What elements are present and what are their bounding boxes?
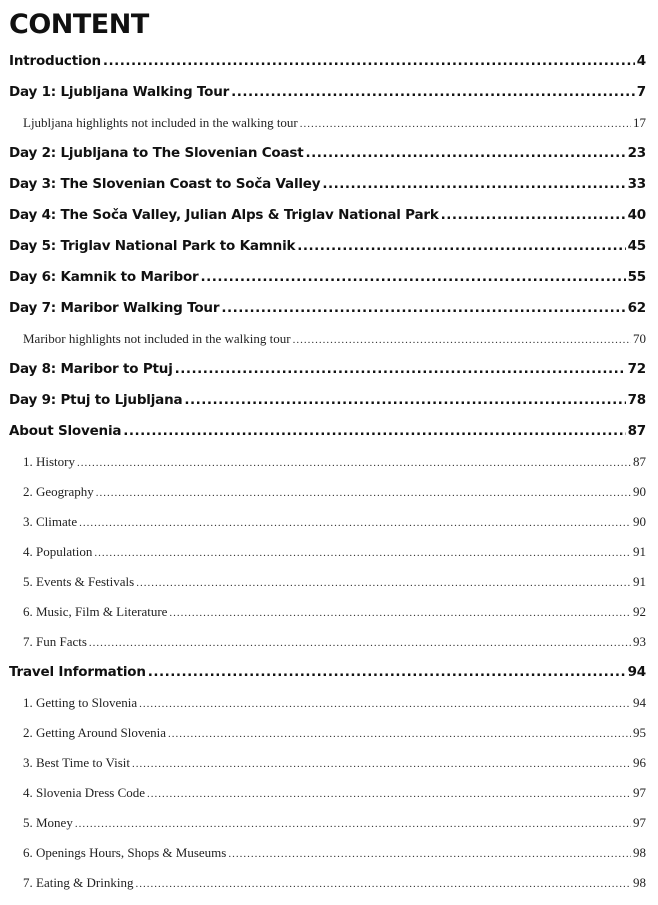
dot-leader <box>136 869 632 898</box>
toc-entry-label: 5. Money <box>23 815 73 830</box>
toc-entry-page-number: 96 <box>633 755 646 770</box>
toc-entry-subsection[interactable] <box>9 324 646 354</box>
dot-leader <box>221 293 625 324</box>
toc-entry-label: About Slovenia <box>9 423 122 439</box>
dot-leader <box>147 779 631 808</box>
toc-entry-page-number: 70 <box>633 331 646 346</box>
dot-leader <box>300 109 631 138</box>
toc-entry-label: 4. Population <box>23 544 93 559</box>
dot-leader <box>139 689 631 718</box>
toc-entry-section[interactable] <box>9 231 646 262</box>
dot-leader <box>96 478 631 507</box>
dot-leader <box>297 231 625 262</box>
toc-entry-subsection[interactable] <box>9 718 646 748</box>
toc-entry-label: 5. Events & Festivals <box>23 574 135 589</box>
toc-entry-section[interactable] <box>9 385 646 416</box>
dot-leader <box>322 169 625 200</box>
dot-leader <box>79 508 631 537</box>
toc-entry-subsection[interactable] <box>9 627 646 657</box>
toc-entry-subsection[interactable] <box>9 778 646 808</box>
dot-leader <box>441 200 626 231</box>
dot-leader <box>228 839 631 868</box>
toc-entry-page-number: 94 <box>627 664 646 680</box>
toc-entry-page-number: 45 <box>627 238 646 254</box>
dot-leader <box>77 448 631 477</box>
toc-entry-section[interactable] <box>9 293 646 324</box>
toc-entry-label: 1. History <box>23 454 75 469</box>
dot-leader <box>293 325 631 354</box>
toc-entry-label: 4. Slovenia Dress Code <box>23 785 146 800</box>
toc-entry-page-number: 98 <box>633 845 646 860</box>
dot-leader <box>132 749 631 778</box>
toc-entry-page-number: 90 <box>633 514 646 529</box>
toc-entry-label: 7. Fun Facts <box>23 634 87 649</box>
toc-entry-page-number: 17 <box>633 115 646 130</box>
toc-entry-page-number: 72 <box>627 361 646 377</box>
toc-entry-page-number: 92 <box>633 604 646 619</box>
dot-leader <box>169 598 631 627</box>
toc-entry-label: 6. Openings Hours, Shops & Museums <box>23 845 227 860</box>
toc-entry-label: 3. Climate <box>23 514 78 529</box>
toc-entry-label: Travel Information <box>9 664 146 680</box>
toc-entry-label: Maribor highlights not included in the walking tour <box>23 331 291 346</box>
toc-entry-section[interactable] <box>9 416 646 447</box>
toc-entry-page-number: 40 <box>627 207 646 223</box>
toc-entry-label: 2. Getting Around Slovenia <box>23 725 166 740</box>
toc-title: CONTENT <box>9 9 149 40</box>
toc-entry-label: Day 6: Kamnik to Maribor <box>9 269 199 285</box>
toc-entry-page-number: 7 <box>636 84 646 100</box>
dot-leader <box>231 77 635 108</box>
dot-leader <box>148 657 626 688</box>
dot-leader <box>103 46 635 77</box>
dot-leader <box>184 385 625 416</box>
dot-leader <box>201 262 626 293</box>
toc-entry-subsection[interactable] <box>9 597 646 627</box>
toc-entry-page-number: 97 <box>633 785 646 800</box>
toc-entry-subsection[interactable] <box>9 838 646 868</box>
toc-entry-label: Introduction <box>9 53 101 69</box>
dot-leader <box>175 354 626 385</box>
toc-entry-label: 2. Geography <box>23 484 94 499</box>
toc-entry-subsection[interactable] <box>9 108 646 138</box>
toc-entry-label: Day 4: The Soča Valley, Julian Alps & Triglav National Park <box>9 207 439 223</box>
toc-entry-subsection[interactable] <box>9 748 646 778</box>
dot-leader <box>75 809 631 838</box>
toc-entry-subsection[interactable] <box>9 808 646 838</box>
toc-list <box>9 46 646 898</box>
toc-entry-page-number: 93 <box>633 634 646 649</box>
toc-entry-page-number: 23 <box>627 145 646 161</box>
toc-entry-subsection[interactable] <box>9 688 646 718</box>
dot-leader <box>136 568 631 597</box>
toc-entry-page-number: 55 <box>627 269 646 285</box>
toc-entry-subsection[interactable] <box>9 567 646 597</box>
toc-entry-section[interactable] <box>9 46 646 77</box>
toc-entry-label: Day 3: The Slovenian Coast to Soča Valley <box>9 176 321 192</box>
toc-entry-label: Day 9: Ptuj to Ljubljana <box>9 392 183 408</box>
toc-entry-label: Day 1: Ljubljana Walking Tour <box>9 84 230 100</box>
toc-entry-page-number: 87 <box>633 454 646 469</box>
toc-entry-page-number: 90 <box>633 484 646 499</box>
toc-entry-label: Day 7: Maribor Walking Tour <box>9 300 220 316</box>
toc-entry-label: 3. Best Time to Visit <box>23 755 130 770</box>
toc-entry-page-number: 87 <box>627 423 646 439</box>
toc-entry-label: Day 5: Triglav National Park to Kamnik <box>9 238 296 254</box>
toc-entry-subsection[interactable] <box>9 537 646 567</box>
toc-entry-subsection[interactable] <box>9 447 646 477</box>
toc-entry-page-number: 91 <box>633 544 646 559</box>
toc-entry-subsection[interactable] <box>9 477 646 507</box>
toc-entry-page-number: 4 <box>636 53 646 69</box>
dot-leader <box>94 538 631 567</box>
dot-leader <box>168 719 631 748</box>
toc-entry-label: Ljubljana highlights not included in the walking tour <box>23 115 298 130</box>
dot-leader <box>89 628 631 657</box>
toc-entry-section[interactable] <box>9 200 646 231</box>
toc-entry-section[interactable] <box>9 169 646 200</box>
toc-entry-page-number: 94 <box>633 695 646 710</box>
toc-entry-label: 7. Eating & Drinking <box>23 875 134 890</box>
toc-entry-label: 6. Music, Film & Literature <box>23 604 168 619</box>
dot-leader <box>306 138 626 169</box>
toc-entry-page-number: 98 <box>633 875 646 890</box>
toc-entry-page-number: 78 <box>627 392 646 408</box>
dot-leader <box>123 416 625 447</box>
toc-entry-page-number: 97 <box>633 815 646 830</box>
toc-entry-page-number: 33 <box>627 176 646 192</box>
toc-entry-section[interactable] <box>9 262 646 293</box>
toc-entry-label: Day 8: Maribor to Ptuj <box>9 361 173 377</box>
toc-entry-label: Day 2: Ljubljana to The Slovenian Coast <box>9 145 304 161</box>
toc-entry-page-number: 91 <box>633 574 646 589</box>
toc-entry-section[interactable] <box>9 138 646 169</box>
toc-entry-page-number: 95 <box>633 725 646 740</box>
toc-entry-section[interactable] <box>9 354 646 385</box>
toc-entry-page-number: 62 <box>627 300 646 316</box>
toc-entry-subsection[interactable] <box>9 507 646 537</box>
toc-entry-section[interactable] <box>9 77 646 108</box>
toc-entry-label: 1. Getting to Slovenia <box>23 695 138 710</box>
toc-entry-subsection[interactable] <box>9 868 646 898</box>
toc-entry-section[interactable] <box>9 657 646 688</box>
